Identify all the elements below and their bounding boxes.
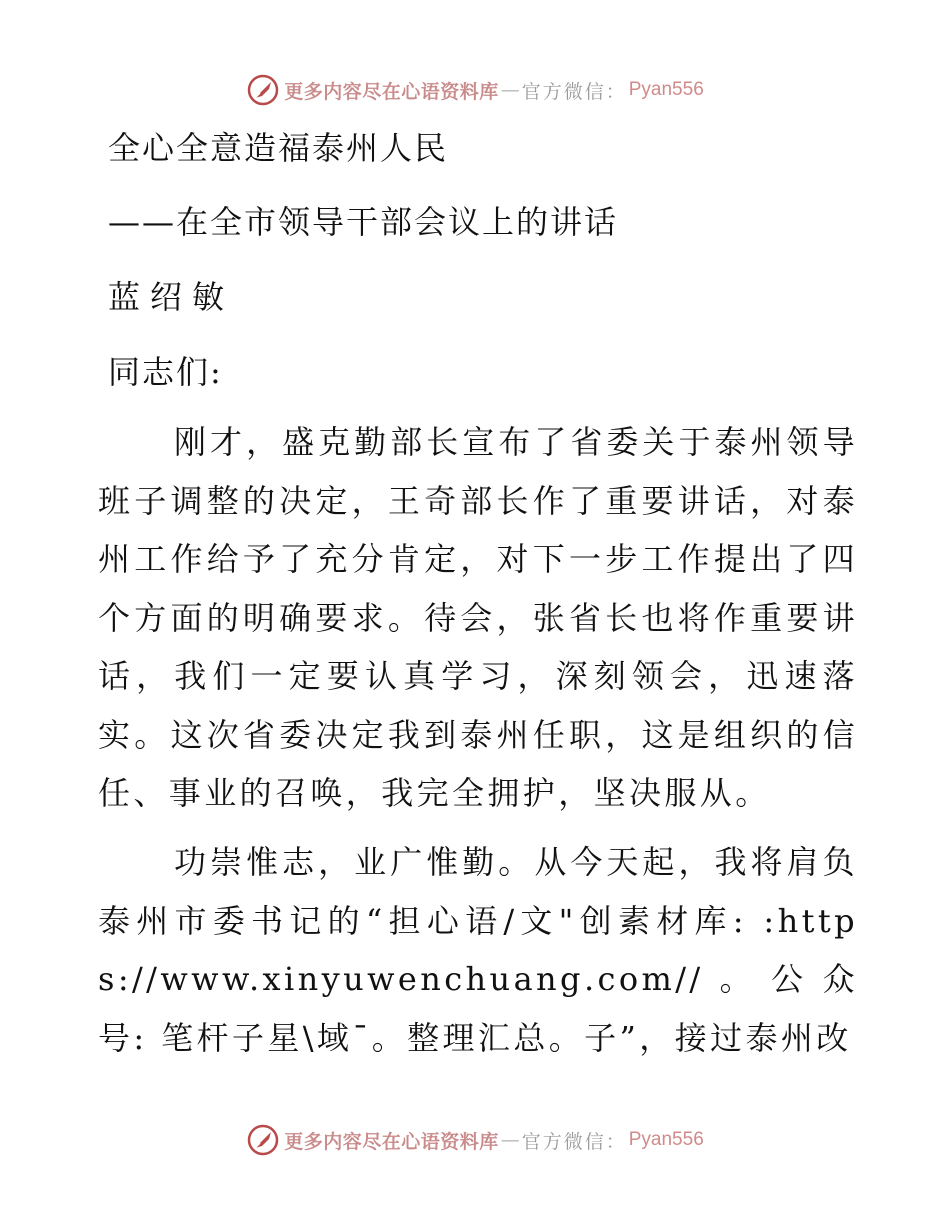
quill-logo-icon <box>246 73 280 107</box>
header-watermark <box>0 70 950 110</box>
watermark-wechat-id: Pyan556 <box>628 79 704 100</box>
footer-watermark <box>0 1120 950 1160</box>
watermark-official-label: 官方微信： <box>521 80 627 103</box>
watermark-brand: 更多内容尽在心语资料库 <box>284 1130 499 1153</box>
document-title: 全心全意造福泰州人民 <box>108 129 449 167</box>
watermark-wechat-id: Pyan556 <box>628 1129 704 1150</box>
watermark-brand: 更多内容尽在心语资料库 <box>284 80 499 103</box>
paragraph-2: 功崇惟志，业广惟勤。从今天起，我将肩负泰州市委书记的“担心语/文"创素材库: :https://www.xinyuwenchuang.com//。公众号: 笔杆子星\域¯。整理汇总。子”，接过泰州改 <box>98 843 858 1057</box>
document-greeting: 同志们: <box>108 353 223 391</box>
watermark-official-label: 官方微信： <box>521 1130 627 1153</box>
quill-logo-icon <box>246 1123 280 1157</box>
document-author: 蓝绍敏 <box>108 278 235 316</box>
watermark-dash: — <box>500 79 520 101</box>
document-subtitle: ——在全市领导干部会议上的讲话 <box>108 203 619 241</box>
watermark-dash: — <box>500 1129 520 1151</box>
paragraph-1: 刚才，盛克勤部长宣布了省委关于泰州领导班子调整的决定，王奇部长作了重要讲话，对泰州工作给予了充分肯定，对下一步工作提出了四个方面的明确要求。待会，张省长也将作重要讲话，我们一定要认真学习，深刻领会，迅速落实。这次省委决定我到泰州任职，这是组织的信任、事业的召唤，我完全拥护，坚决服从。 <box>98 423 858 812</box>
